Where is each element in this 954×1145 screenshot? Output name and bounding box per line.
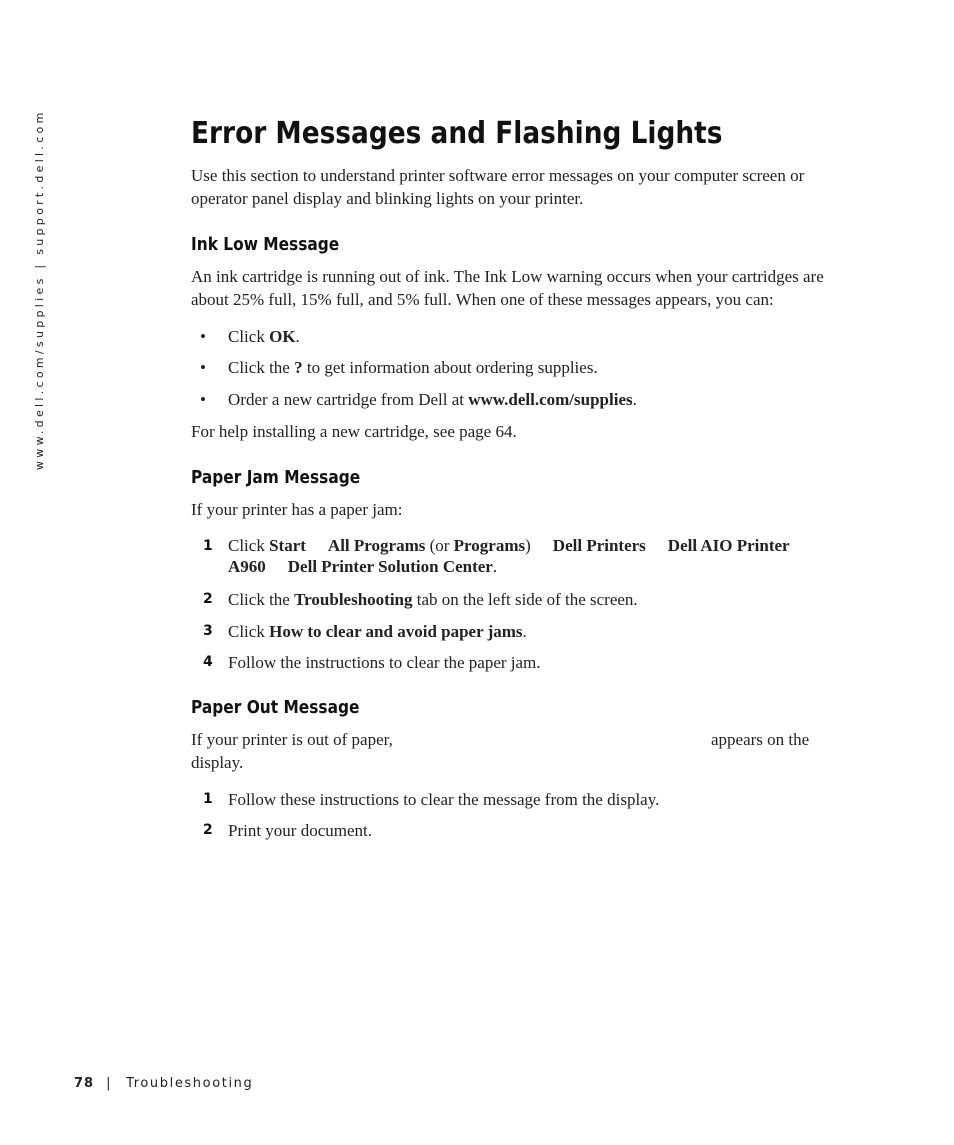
bullet-marker: • (200, 327, 206, 346)
page-number: 78 (74, 1076, 95, 1091)
paper-out-intro-start: If your printer is out of paper, (191, 730, 393, 749)
ink-low-heading: Ink Low Message (191, 235, 340, 255)
bullet-marker: • (200, 390, 206, 409)
ink-low-help-text: For help installing a new cartridge, see page 64. (191, 422, 517, 441)
step-number: 4 (203, 654, 213, 670)
paper-out-intro-last: display. (191, 753, 244, 772)
page-footer (74, 1076, 253, 1091)
step-number: 2 (203, 822, 213, 838)
paper-jam-heading: Paper Jam Message (191, 468, 361, 488)
paper-jam-intro: If your printer has a paper jam: (191, 500, 403, 519)
step-number: 1 (203, 791, 213, 807)
list-item: Follow these instructions to clear the message from the display. (228, 790, 660, 809)
ink-low-paragraph: An ink cartridge is running out of ink. The Ink Low warning occurs when your cartridges are about 25% full, 15% full, and 5% full. When one of these messages appears, you can: (191, 267, 824, 309)
list-item: Click the ? to get information about ordering supplies. (228, 358, 598, 377)
sidebar-url-text: www.dell.com/supplies | support.dell.com (33, 109, 46, 470)
list-item: Click Start All Programs (or Programs) Dell Printers Dell AIO Printer A960 Dell Printer Solution Center. (228, 536, 790, 576)
step-number: 2 (203, 591, 213, 607)
list-item: Click the Troubleshooting tab on the left side of the screen. (228, 590, 638, 609)
list-item: Follow the instructions to clear the paper jam. (228, 653, 541, 672)
paper-out-intro-end: appears on the (711, 730, 810, 749)
footer-separator: | (106, 1076, 113, 1091)
supplies-link[interactable]: www.dell.com/supplies (468, 390, 633, 409)
page-title: Error Messages and Flashing Lights (191, 116, 723, 151)
list-item: Order a new cartridge from Dell at www.dell.com/supplies. (228, 390, 637, 409)
list-item: Click OK. (228, 327, 300, 346)
list-item: Print your document. (228, 821, 373, 840)
step-number: 3 (203, 623, 213, 639)
intro-paragraph: Use this section to understand printer software error messages on your computer screen or operator panel display and blinking lights on your printer. (191, 166, 805, 208)
paper-out-heading: Paper Out Message (191, 698, 360, 718)
bullet-marker: • (200, 358, 206, 377)
list-item: Click How to clear and avoid paper jams. (228, 622, 527, 641)
step-number: 1 (203, 538, 213, 554)
footer-section-label: Troubleshooting (126, 1076, 254, 1091)
